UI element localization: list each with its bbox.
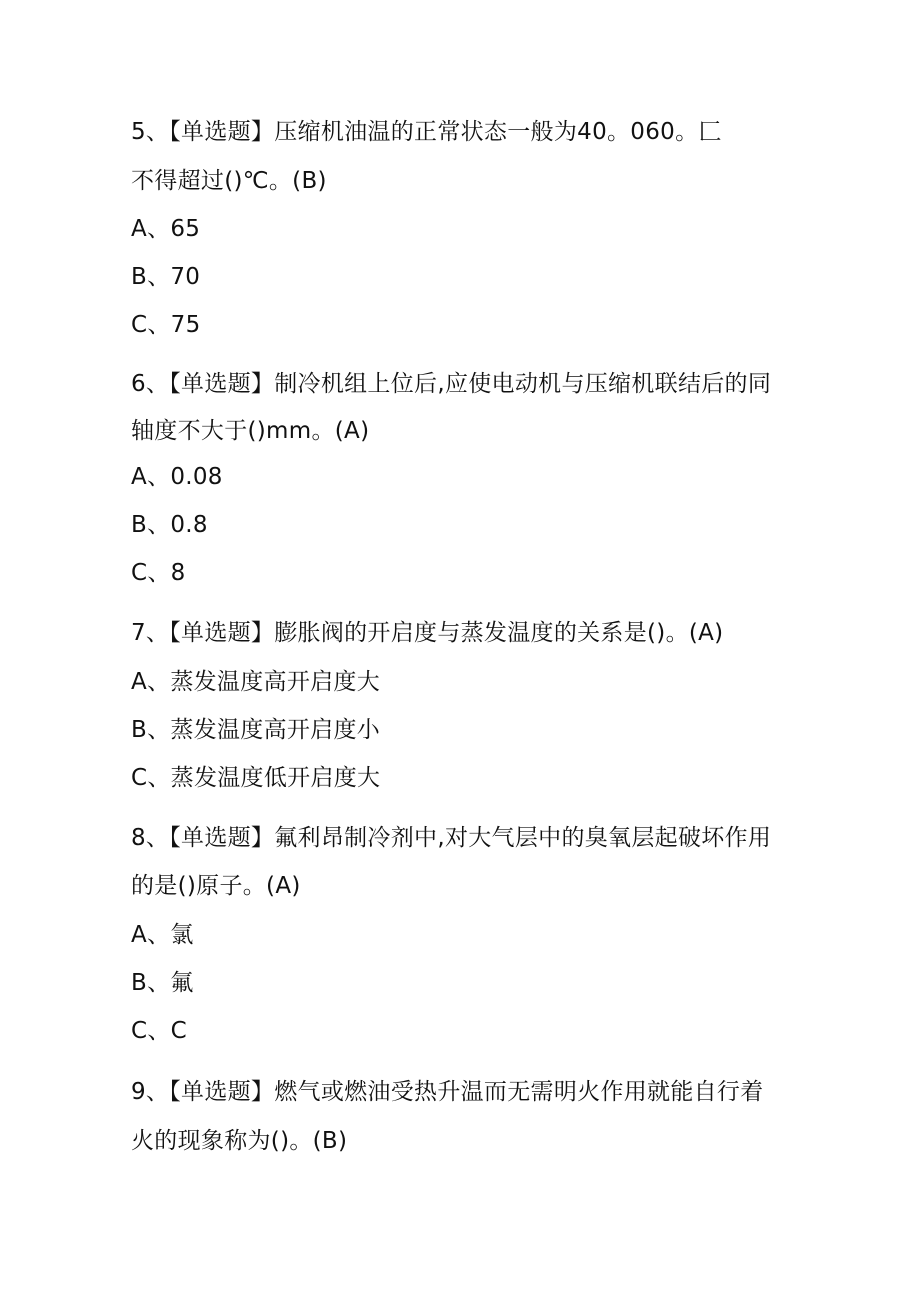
question-7-option-c: C、蒸发温度低开启度大: [131, 765, 381, 791]
question-5-stem-line-1: 5、【单选题】压缩机油温的正常状态一般为40。060。匚: [131, 119, 722, 145]
question-5-stem-line-2: 不得超过()℃。(B): [131, 168, 327, 194]
question-5-option-a: A、65: [131, 216, 201, 242]
question-5-option-c: C、75: [131, 312, 201, 338]
question-9-stem-line-1: 9、【单选题】燃气或燃油受热升温而无需明火作用就能自行着: [131, 1079, 764, 1105]
question-6-option-c: C、8: [131, 560, 186, 586]
question-5-option-b: B、70: [131, 264, 201, 290]
question-6-option-a: A、0.08: [131, 464, 223, 490]
question-8-option-b: B、氟: [131, 970, 194, 996]
question-7-option-a: A、蒸发温度高开启度大: [131, 669, 381, 695]
question-8-stem-line-2: 的是()原子。(A): [131, 873, 301, 899]
question-9-stem-line-2: 火的现象称为()。(B): [131, 1128, 348, 1154]
question-8-stem-line-1: 8、【单选题】氟利昂制冷剂中,对大气层中的臭氧层起破坏作用: [131, 825, 772, 851]
question-6-stem-line-1: 6、【单选题】制冷机组上位后,应使电动机与压缩机联结后的同: [131, 371, 772, 397]
question-7-stem-line-1: 7、【单选题】膨胀阀的开启度与蒸发温度的关系是()。(A): [131, 620, 724, 646]
question-8-option-a: A、氯: [131, 922, 194, 948]
question-8-option-c: C、C: [131, 1018, 188, 1044]
question-6-option-b: B、0.8: [131, 512, 208, 538]
question-7-option-b: B、蒸发温度高开启度小: [131, 717, 381, 743]
question-6-stem-line-2: 轴度不大于()mm。(A): [131, 418, 370, 444]
